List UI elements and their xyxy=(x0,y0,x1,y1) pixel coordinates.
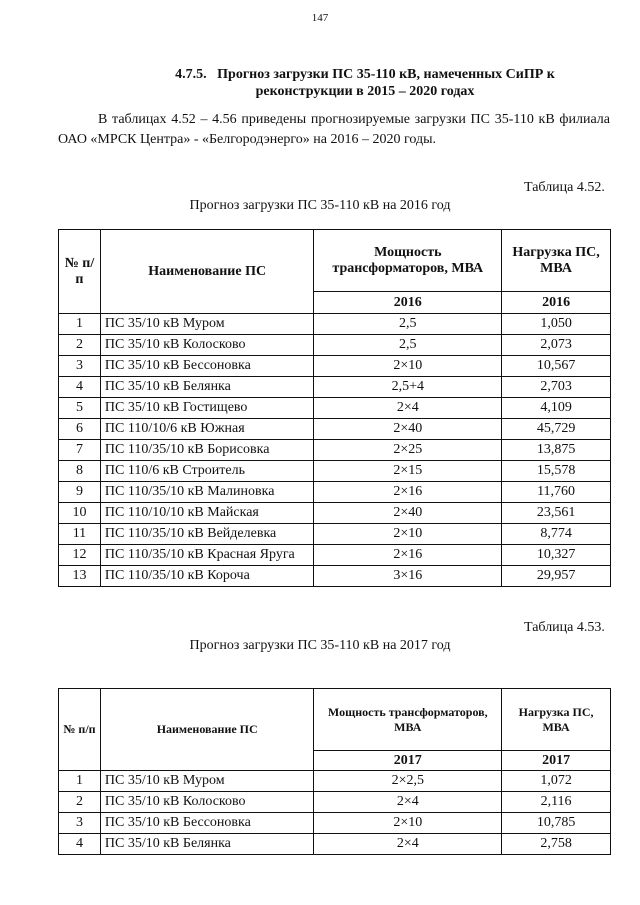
section-number: 4.7.5. xyxy=(175,67,207,82)
row-number: 7 xyxy=(59,440,101,461)
row-number: 1 xyxy=(59,314,101,335)
substation-name: ПС 110/35/10 кВ Короча xyxy=(100,566,314,587)
table-row xyxy=(59,356,611,377)
substation-load: 13,875 xyxy=(502,440,611,461)
transformer-power: 2×15 xyxy=(314,461,502,482)
table-2017 xyxy=(58,688,611,855)
transformer-power: 2×4 xyxy=(314,792,502,813)
substation-load: 2,703 xyxy=(502,377,611,398)
header-power: Мощность трансформаторов, МВА xyxy=(314,689,502,751)
transformer-power: 2×10 xyxy=(314,813,502,834)
row-number: 4 xyxy=(59,377,101,398)
substation-load: 2,758 xyxy=(502,834,611,855)
intro-paragraph: В таблицах 4.52 – 4.56 приведены прогнозируемые загрузки ПС 35-110 кВ филиала ОАО «МРСК Центра» - «Белгородэнерго» на 2016 – 2020 годы. xyxy=(58,112,610,147)
substation-load: 10,567 xyxy=(502,356,611,377)
substation-name: ПС 35/10 кВ Колосково xyxy=(100,335,314,356)
header-year-power: 2017 xyxy=(314,751,502,771)
substation-load: 1,072 xyxy=(502,771,611,792)
substation-name: ПС 110/35/10 кВ Борисовка xyxy=(100,440,314,461)
transformer-power: 3×16 xyxy=(314,566,502,587)
table-row xyxy=(59,377,611,398)
header-load: Нагрузка ПС, МВА xyxy=(502,230,611,292)
row-number: 3 xyxy=(59,356,101,377)
transformer-power: 2×25 xyxy=(314,440,502,461)
header-year-load: 2016 xyxy=(502,292,611,314)
substation-name: ПС 110/35/10 кВ Вейделевка xyxy=(100,524,314,545)
transformer-power: 2×40 xyxy=(314,419,502,440)
header-num: № п/п xyxy=(59,689,101,771)
substation-load: 2,116 xyxy=(502,792,611,813)
table-row xyxy=(59,503,611,524)
row-number: 6 xyxy=(59,419,101,440)
header-name: Наименование ПС xyxy=(100,230,314,314)
section-heading: Прогноз загрузки ПС 35-110 кВ, намеченных СиПР к реконструкции в 2015 – 2020 годах xyxy=(217,67,555,99)
transformer-power: 2×2,5 xyxy=(314,771,502,792)
substation-name: ПС 110/10/10 кВ Майская xyxy=(100,503,314,524)
substation-name: ПС 35/10 кВ Колосково xyxy=(100,792,314,813)
table-2016 xyxy=(58,229,611,587)
header-num: № п/п xyxy=(59,230,101,314)
row-number: 4 xyxy=(59,834,101,855)
substation-load: 2,073 xyxy=(502,335,611,356)
table-row xyxy=(59,314,611,335)
substation-name: ПС 110/6 кВ Строитель xyxy=(100,461,314,482)
transformer-power: 2×4 xyxy=(314,834,502,855)
substation-load: 10,785 xyxy=(502,813,611,834)
transformer-power: 2,5 xyxy=(314,314,502,335)
substation-load: 8,774 xyxy=(502,524,611,545)
row-number: 9 xyxy=(59,482,101,503)
table-row xyxy=(59,419,611,440)
substation-name: ПС 35/10 кВ Бессоновка xyxy=(100,356,314,377)
page-number: 147 xyxy=(311,12,329,24)
transformer-power: 2,5 xyxy=(314,335,502,356)
row-number: 11 xyxy=(59,524,101,545)
substation-name: ПС 110/10/6 кВ Южная xyxy=(100,419,314,440)
header-year-power: 2016 xyxy=(314,292,502,314)
table2-caption: Прогноз загрузки ПС 35-110 кВ на 2017 год xyxy=(189,638,451,653)
table-row xyxy=(59,524,611,545)
table-row xyxy=(59,771,611,792)
table1-label: Таблица 4.52. xyxy=(524,180,605,195)
table-row xyxy=(59,545,611,566)
row-number: 1 xyxy=(59,771,101,792)
row-number: 13 xyxy=(59,566,101,587)
table-row xyxy=(59,566,611,587)
substation-name: ПС 35/10 кВ Муром xyxy=(100,771,314,792)
substation-load: 4,109 xyxy=(502,398,611,419)
transformer-power: 2×40 xyxy=(314,503,502,524)
row-number: 10 xyxy=(59,503,101,524)
table-row xyxy=(59,482,611,503)
substation-load: 29,957 xyxy=(502,566,611,587)
table-row xyxy=(59,834,611,855)
transformer-power: 2×16 xyxy=(314,545,502,566)
row-number: 8 xyxy=(59,461,101,482)
transformer-power: 2,5+4 xyxy=(314,377,502,398)
substation-load: 23,561 xyxy=(502,503,611,524)
substation-load: 15,578 xyxy=(502,461,611,482)
transformer-power: 2×10 xyxy=(314,356,502,377)
table2-label: Таблица 4.53. xyxy=(524,620,605,635)
row-number: 2 xyxy=(59,792,101,813)
header-load: Нагрузка ПС, МВА xyxy=(502,689,611,751)
header-name: Наименование ПС xyxy=(100,689,314,771)
row-number: 2 xyxy=(59,335,101,356)
substation-name: ПС 35/10 кВ Муром xyxy=(100,314,314,335)
substation-name: ПС 35/10 кВ Гостищево xyxy=(100,398,314,419)
row-number: 12 xyxy=(59,545,101,566)
substation-load: 10,327 xyxy=(502,545,611,566)
transformer-power: 2×16 xyxy=(314,482,502,503)
table-row xyxy=(59,440,611,461)
header-power: Мощность трансформаторов, МВА xyxy=(314,230,502,292)
table1-caption: Прогноз загрузки ПС 35-110 кВ на 2016 год xyxy=(189,198,451,213)
table-row xyxy=(59,813,611,834)
substation-name: ПС 110/35/10 кВ Малиновка xyxy=(100,482,314,503)
substation-name: ПС 110/35/10 кВ Красная Яруга xyxy=(100,545,314,566)
table-row xyxy=(59,792,611,813)
substation-load: 11,760 xyxy=(502,482,611,503)
header-year-load: 2017 xyxy=(502,751,611,771)
table-row xyxy=(59,335,611,356)
row-number: 3 xyxy=(59,813,101,834)
substation-name: ПС 35/10 кВ Белянка xyxy=(100,377,314,398)
transformer-power: 2×10 xyxy=(314,524,502,545)
substation-load: 1,050 xyxy=(502,314,611,335)
section-title xyxy=(130,66,600,100)
table-row xyxy=(59,461,611,482)
substation-name: ПС 35/10 кВ Бессоновка xyxy=(100,813,314,834)
row-number: 5 xyxy=(59,398,101,419)
table-row xyxy=(59,398,611,419)
substation-load: 45,729 xyxy=(502,419,611,440)
substation-name: ПС 35/10 кВ Белянка xyxy=(100,834,314,855)
transformer-power: 2×4 xyxy=(314,398,502,419)
